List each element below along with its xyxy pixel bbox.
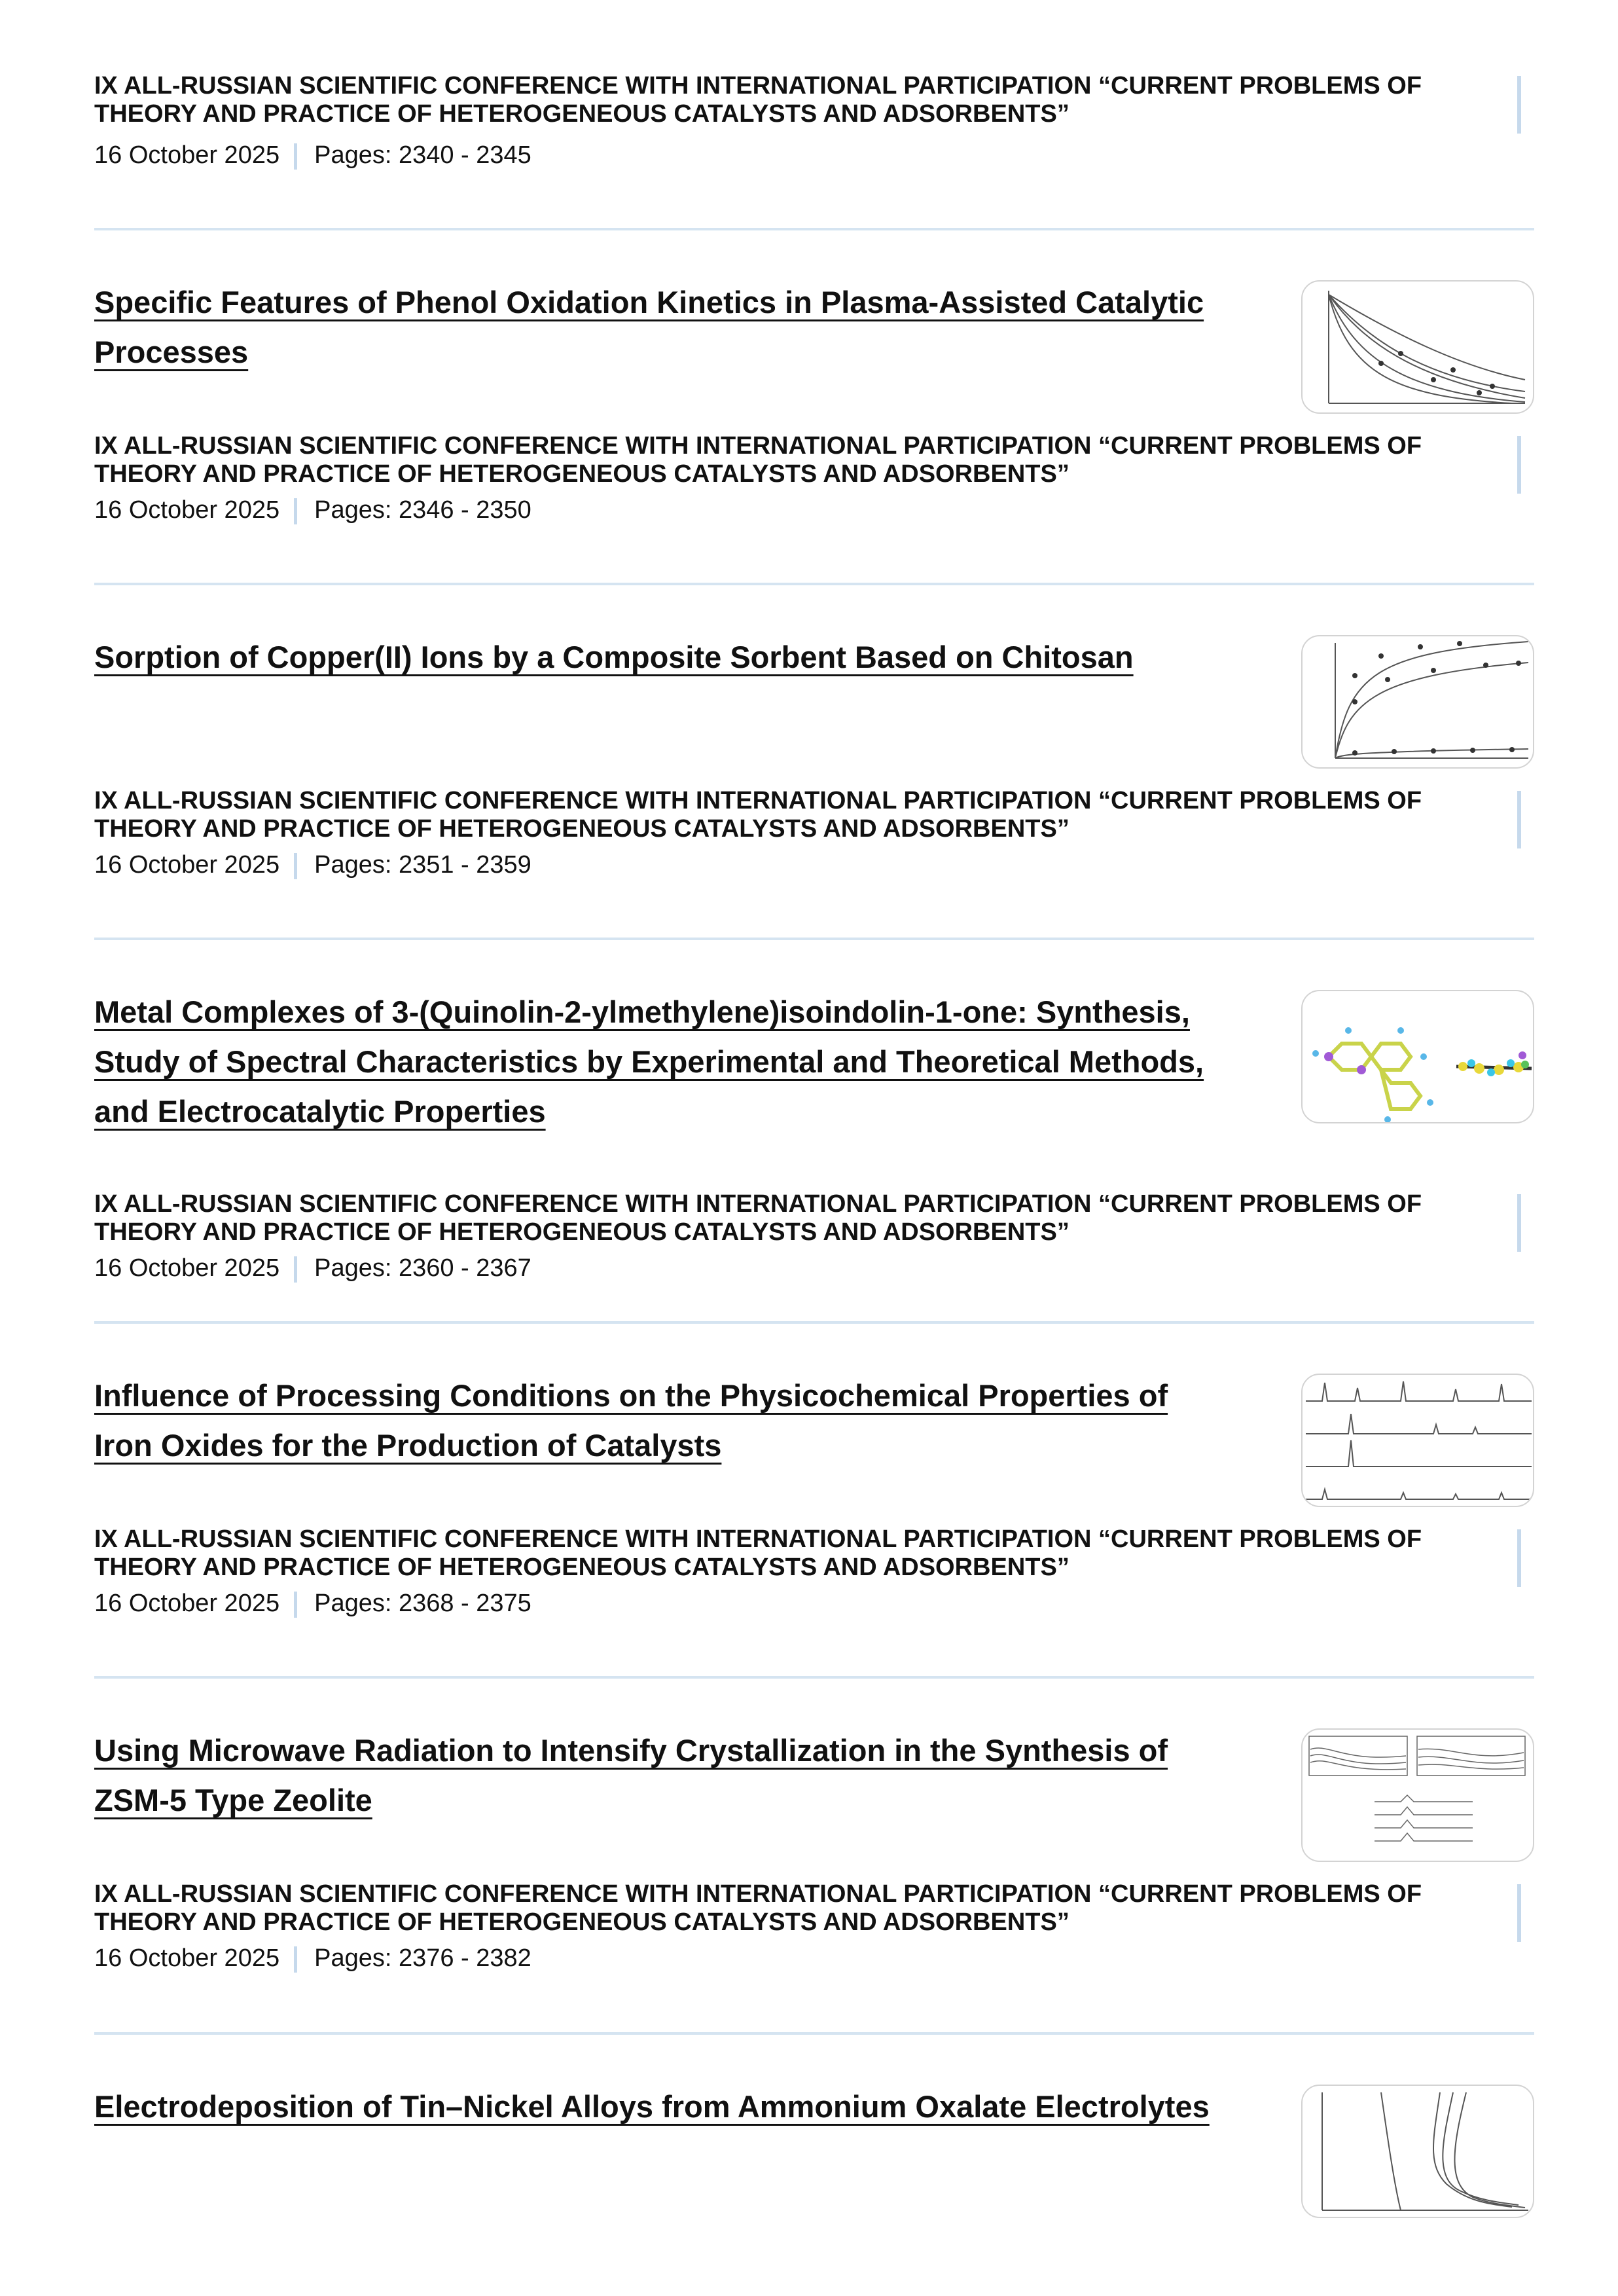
decay-curves-plot <box>1303 282 1533 412</box>
conference-divider <box>1517 76 1521 134</box>
page-range: Pages: 2368 - 2375 <box>314 1590 531 1617</box>
conference-name: IX ALL-RUSSIAN SCIENTIFIC CONFERENCE WITH INTERNATIONAL PARTICIPATION “CURRENT PROBLEMS OF THEORY AND PRACTICE OF HETEROGENEOUS CATALYSTS AND ADSORBENTS” <box>94 1190 1422 1246</box>
conference-divider <box>1517 1884 1521 1942</box>
conference-divider <box>1517 436 1521 494</box>
publication-date: 16 October 2025 <box>94 1944 280 1972</box>
article-meta <box>94 850 531 880</box>
conference-name: IX ALL-RUSSIAN SCIENTIFIC CONFERENCE WITH INTERNATIONAL PARTICIPATION “CURRENT PROBLEMS OF THEORY AND PRACTICE OF HETEROGENEOUS CATALYSTS AND ADSORBENTS” <box>94 1525 1422 1581</box>
article-meta <box>94 1253 531 1283</box>
meta-separator <box>294 1946 297 1973</box>
voltammetry-curves <box>1303 2086 1533 2217</box>
conference-name: IX ALL-RUSSIAN SCIENTIFIC CONFERENCE WITH INTERNATIONAL PARTICIPATION “CURRENT PROBLEMS OF THEORY AND PRACTICE OF HETEROGENEOUS CATALYSTS AND ADSORBENTS” <box>94 432 1422 488</box>
page-range: Pages: 2360 - 2367 <box>314 1254 531 1282</box>
article-thumbnail[interactable] <box>1301 280 1534 414</box>
meta-separator <box>294 853 297 879</box>
sorption-isotherm-plot <box>1303 636 1533 767</box>
page-range: Pages: 2346 - 2350 <box>314 496 531 524</box>
publication-date: 16 October 2025 <box>94 851 280 879</box>
section-divider <box>94 1676 1534 1679</box>
article-meta <box>94 1943 531 1973</box>
meta-separator <box>294 1256 297 1283</box>
meta-separator <box>294 498 297 524</box>
section-divider <box>94 2032 1534 2035</box>
section-divider <box>94 1321 1534 1324</box>
article-meta <box>94 1588 531 1618</box>
conference-divider <box>1517 1194 1521 1252</box>
article-thumbnail[interactable] <box>1301 1728 1534 1862</box>
article-title-link[interactable]: Influence of Processing Conditions on the Physicochemical Properties of Iron Oxides for the Production of Catalysts <box>94 1378 1168 1463</box>
article-thumbnail[interactable] <box>1301 635 1534 769</box>
article-meta <box>94 495 531 525</box>
xrd-patterns <box>1303 1375 1533 1506</box>
page-range: Pages: 2376 - 2382 <box>314 1944 531 1972</box>
meta-separator <box>294 143 297 170</box>
article-entry <box>94 987 1534 1282</box>
publication-date: 16 October 2025 <box>94 1254 280 1282</box>
article-entry <box>94 1726 1534 1972</box>
molecular-structure <box>1303 991 1533 1122</box>
article-thumbnail[interactable] <box>1301 2085 1534 2218</box>
article-title-link[interactable]: Sorption of Copper(II) Ions by a Composite Sorbent Based on Chitosan <box>94 640 1134 674</box>
page-range: Pages: 2351 - 2359 <box>314 851 531 879</box>
article-title-link[interactable]: Specific Features of Phenol Oxidation Kinetics in Plasma-Assisted Catalytic Processes <box>94 285 1204 369</box>
article-title-link[interactable]: Electrodeposition of Tin–Nickel Alloys from Ammonium Oxalate Electrolytes <box>94 2089 1210 2124</box>
publication-date: 16 October 2025 <box>94 496 280 524</box>
article-entry <box>94 632 1534 879</box>
page-range: Pages: 2340 - 2345 <box>314 141 531 169</box>
section-divider <box>94 583 1534 585</box>
conference-name: IX ALL-RUSSIAN SCIENTIFIC CONFERENCE WITH INTERNATIONAL PARTICIPATION “CURRENT PROBLEMS OF THEORY AND PRACTICE OF HETEROGENEOUS CATALYSTS AND ADSORBENTS” <box>94 72 1422 128</box>
article-entry <box>94 1371 1534 1617</box>
section-divider <box>94 228 1534 230</box>
meta-separator <box>294 1592 297 1618</box>
section-divider <box>94 938 1534 940</box>
article-entry <box>94 278 1534 524</box>
conference-name: IX ALL-RUSSIAN SCIENTIFIC CONFERENCE WITH INTERNATIONAL PARTICIPATION “CURRENT PROBLEMS OF THEORY AND PRACTICE OF HETEROGENEOUS CATALYSTS AND ADSORBENTS” <box>94 787 1422 843</box>
article-title-link[interactable]: Using Microwave Radiation to Intensify Crystallization in the Synthesis of ZSM-5 Type Zeolite <box>94 1733 1168 1817</box>
article-meta <box>94 140 531 170</box>
conference-name: IX ALL-RUSSIAN SCIENTIFIC CONFERENCE WITH INTERNATIONAL PARTICIPATION “CURRENT PROBLEMS OF THEORY AND PRACTICE OF HETEROGENEOUS CATALYSTS AND ADSORBENTS” <box>94 1880 1422 1936</box>
article-thumbnail[interactable] <box>1301 1374 1534 1507</box>
publication-date: 16 October 2025 <box>94 1590 280 1617</box>
article-thumbnail[interactable] <box>1301 990 1534 1123</box>
conference-divider <box>1517 791 1521 848</box>
spectra-panels <box>1303 1730 1533 1861</box>
conference-divider <box>1517 1529 1521 1587</box>
article-title-link[interactable]: Metal Complexes of 3-(Quinolin-2-ylmethylene)isoindolin-1-one: Synthesis, Study of Spectral Characteristics by Experimental and Theoretical Methods, and Electrocatalytic Properties <box>94 994 1204 1129</box>
publication-date: 16 October 2025 <box>94 141 280 169</box>
article-entry <box>94 2082 1534 2132</box>
